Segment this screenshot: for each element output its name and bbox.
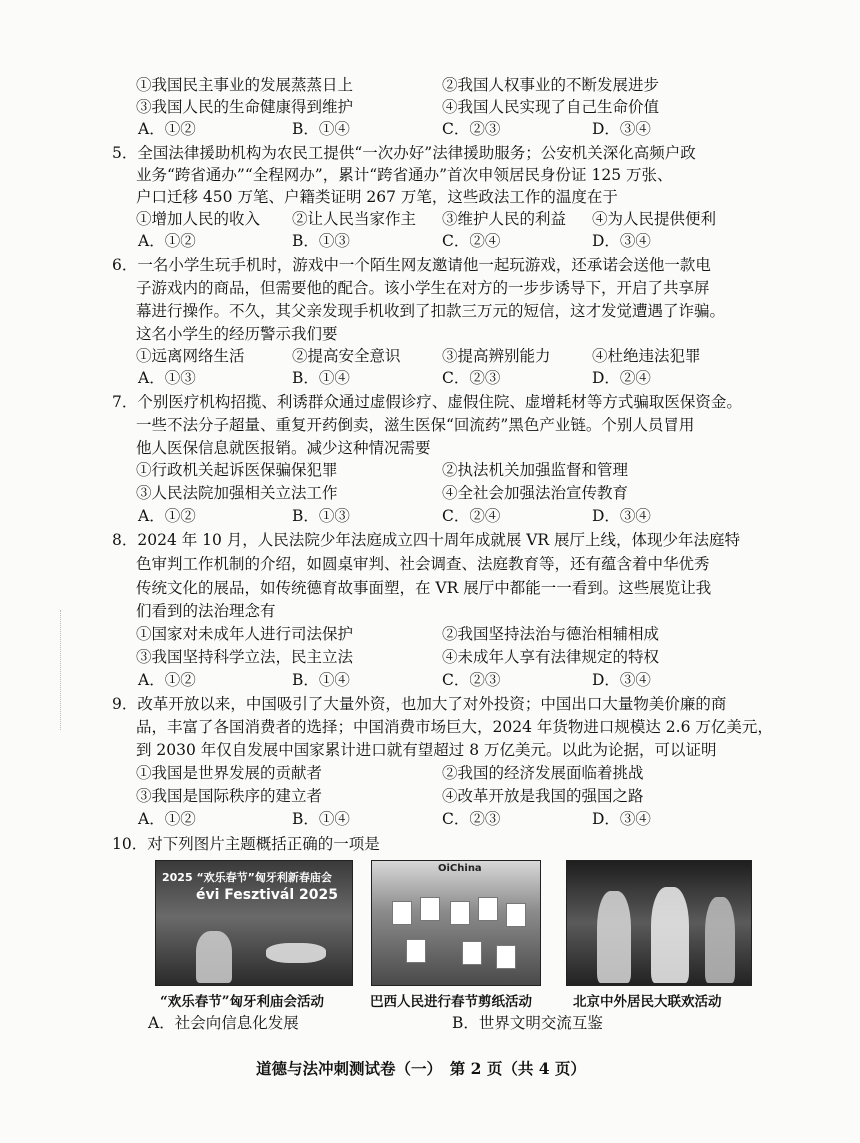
q7-choice-c: C．②④	[442, 507, 501, 525]
q6-choice-c: C．②③	[442, 369, 501, 387]
q4-option-3: ③我国人民的生命健康得到维护	[136, 98, 354, 116]
q8-stem-line-4: 们看到的法治理念有	[136, 602, 276, 620]
q7-stem-line-1: 7．个别医疗机构招揽、利诱群众通过虚假诊疗、虚假住院、虚增耗材等方式骗取医保资金。	[112, 393, 742, 411]
q7-choice-d: D．③④	[592, 507, 651, 525]
q5-option-2: ②让人民当家作主	[292, 210, 417, 228]
q9-option-4: ④改革开放是我国的强国之路	[442, 787, 644, 805]
performer-figure	[597, 891, 631, 983]
paper-cut-card	[462, 941, 482, 965]
photo-brazil-paper-cutting	[371, 860, 541, 986]
q9-option-2: ②我国的经济发展面临着挑战	[442, 764, 644, 782]
q7-stem-line-2: 一些不法分子超量、重复开药倒卖，滋生医保“回流药”黑色产业链。个别人员冒用	[136, 416, 695, 434]
q9-stem-line-1: 9．改革开放以来，中国吸引了大量外资，也加大了对外投资；中国出口大量物美价廉的商	[112, 695, 727, 713]
q8-choice-d: D．③④	[592, 671, 651, 689]
q4-choice-a: A．①②	[138, 120, 196, 138]
paper-cut-card	[506, 903, 526, 927]
q6-stem-line-3: 幕进行操作。不久，其父亲发现手机收到了扣款三万元的短信，这才发觉遭遇了诈骗。	[136, 302, 726, 320]
paper-cut-card	[392, 901, 412, 925]
photo1-caption: “欢乐春节”匈牙利庙会活动	[160, 994, 325, 1010]
q10-choice-b: B．世界文明交流互鉴	[452, 1014, 603, 1032]
q9-choice-c: C．②③	[442, 810, 501, 828]
q5-option-4: ④为人民提供便利	[592, 210, 717, 228]
q7-option-3: ③人民法院加强相关立法工作	[136, 484, 338, 502]
q5-stem-line-3: 户口迁移 450 万笔、户籍类证明 267 万笔，这些政法工作的温度在于	[136, 188, 618, 206]
paper-cut-card	[450, 901, 470, 925]
q7-stem-line-3: 他人医保信息就医报销。减少这种情况需要	[136, 439, 431, 457]
q4-choice-c: C．②③	[442, 120, 501, 138]
q9-stem-line-3: 到 2030 年仅自发展中国家累计进口就有望超过 8 万亿美元。以此为论据，可以证明	[136, 741, 717, 759]
q8-option-4: ④未成年人享有法律规定的特权	[442, 648, 660, 666]
paper-cut-card	[420, 897, 440, 921]
q6-choice-b: B．①④	[292, 369, 350, 387]
q8-option-1: ①国家对未成年人进行司法保护	[136, 625, 354, 643]
q5-choice-b: B．①③	[292, 232, 350, 250]
q8-stem-line-1: 8．2024 年 10 月，人民法院少年法庭成立四十周年成就展 VR 展厅上线，体现少年法庭特	[112, 531, 741, 549]
q4-choice-d: D．③④	[592, 120, 651, 138]
q9-option-3: ③我国是国际秩序的建立者	[136, 787, 323, 805]
q4-choice-b: B．①④	[292, 120, 350, 138]
photo2-caption: 巴西人民进行春节剪纸活动	[370, 994, 532, 1010]
q7-option-2: ②执法机关加强监督和管理	[442, 461, 629, 479]
q8-option-2: ②我国坚持法治与德治相辅相成	[442, 625, 660, 643]
q5-choice-d: D．③④	[592, 232, 651, 250]
q9-choice-a: A．①②	[138, 810, 196, 828]
q4-option-4: ④我国人民实现了自己生命价值	[442, 98, 660, 116]
q5-option-1: ①增加人民的收入	[136, 210, 261, 228]
q5-option-3: ③维护人民的利益	[442, 210, 567, 228]
paper-cut-card	[496, 945, 516, 969]
q10-choice-a: A．社会向信息化发展	[148, 1014, 299, 1032]
q9-stem-line-2: 品，丰富了各国消费者的选择；中国消费市场巨大，2024 年货物进口规模达 2.6 万亿美元，	[136, 718, 773, 736]
q9-option-1: ①我国是世界发展的贡献者	[136, 764, 323, 782]
q10-stem: 10．对下列图片主题概括正确的一项是	[112, 835, 380, 853]
q6-option-2: ②提高安全意识	[292, 347, 401, 365]
q6-stem-line-1: 6．一名小学生玩手机时，游戏中一个陌生网友邀请他一起玩游戏，还承诺会送他一款电	[112, 256, 711, 274]
photo1-banner-subtitle: évi Fesztivál 2025	[196, 887, 338, 903]
paper-cut-card	[406, 939, 426, 963]
q6-stem-line-4: 这名小学生的经历警示我们要	[136, 325, 338, 343]
q7-option-4: ④全社会加强法治宣传教育	[442, 484, 629, 502]
q4-option-1: ①我国民主事业的发展蒸蒸日上	[136, 76, 354, 94]
q6-choice-a: A．①③	[138, 369, 196, 387]
margin-fold-line	[60, 610, 62, 730]
q8-choice-a: A．①②	[138, 671, 196, 689]
performer-figure	[651, 887, 689, 983]
q6-option-1: ①远离网络生活	[136, 347, 245, 365]
page-footer: 道德与法冲刺测试卷（一） 第 2 页（共 4 页）	[256, 1059, 586, 1078]
q9-choice-b: B．①④	[292, 810, 350, 828]
q8-option-3: ③我国坚持科学立法，民主立法	[136, 648, 354, 666]
q4-option-2: ②我国人权事业的不断发展进步	[442, 76, 660, 94]
photo3-caption: 北京中外居民大联欢活动	[573, 994, 722, 1010]
photo-beijing-residents-gala	[566, 860, 752, 986]
photo2-banner: OiChina	[438, 863, 482, 874]
q5-choice-c: C．②④	[442, 232, 501, 250]
q6-option-4: ④杜绝违法犯罪	[592, 347, 701, 365]
photo1-banner-title: 2025 “欢乐春节”匈牙利新春庙会	[162, 871, 332, 884]
q7-choice-a: A．①②	[138, 507, 196, 525]
q9-choice-d: D．③④	[592, 810, 651, 828]
q8-stem-line-2: 色审判工作机制的介绍，如圆桌审判、社会调查、法庭教育等，还有蕴含着中华优秀	[136, 555, 710, 573]
q7-option-1: ①行政机关起诉医保骗保犯罪	[136, 461, 338, 479]
q8-choice-b: B．①④	[292, 671, 350, 689]
q6-option-3: ③提高辨别能力	[442, 347, 551, 365]
dancer-figure	[196, 931, 232, 983]
q6-stem-line-2: 子游戏内的商品，但需要他的配合。该小学生在对方的一步步诱导下，开启了共享屏	[136, 279, 710, 297]
q8-stem-line-3: 传统文化的展品，如传统德育故事面塑，在 VR 展厅中都能一一看到。这些展览让我	[136, 579, 712, 597]
q5-stem-line-2: 业务“跨省通办”“全程网办”，累计“跨省通办”首次申领居民身份证 125 万张、	[136, 166, 673, 184]
paper-cut-card	[478, 897, 498, 921]
photo-hungary-temple-fair	[155, 860, 353, 986]
q5-stem-line-1: 5．全国法律援助机构为农民工提供“一次办好”法律援助服务；公安机关深化高频户政	[112, 144, 696, 162]
dragon-figure	[266, 943, 326, 963]
q5-choice-a: A．①②	[138, 232, 196, 250]
performer-figure	[705, 897, 735, 983]
q7-choice-b: B．①③	[292, 507, 350, 525]
q6-choice-d: D．②④	[592, 369, 651, 387]
q8-choice-c: C．②③	[442, 671, 501, 689]
